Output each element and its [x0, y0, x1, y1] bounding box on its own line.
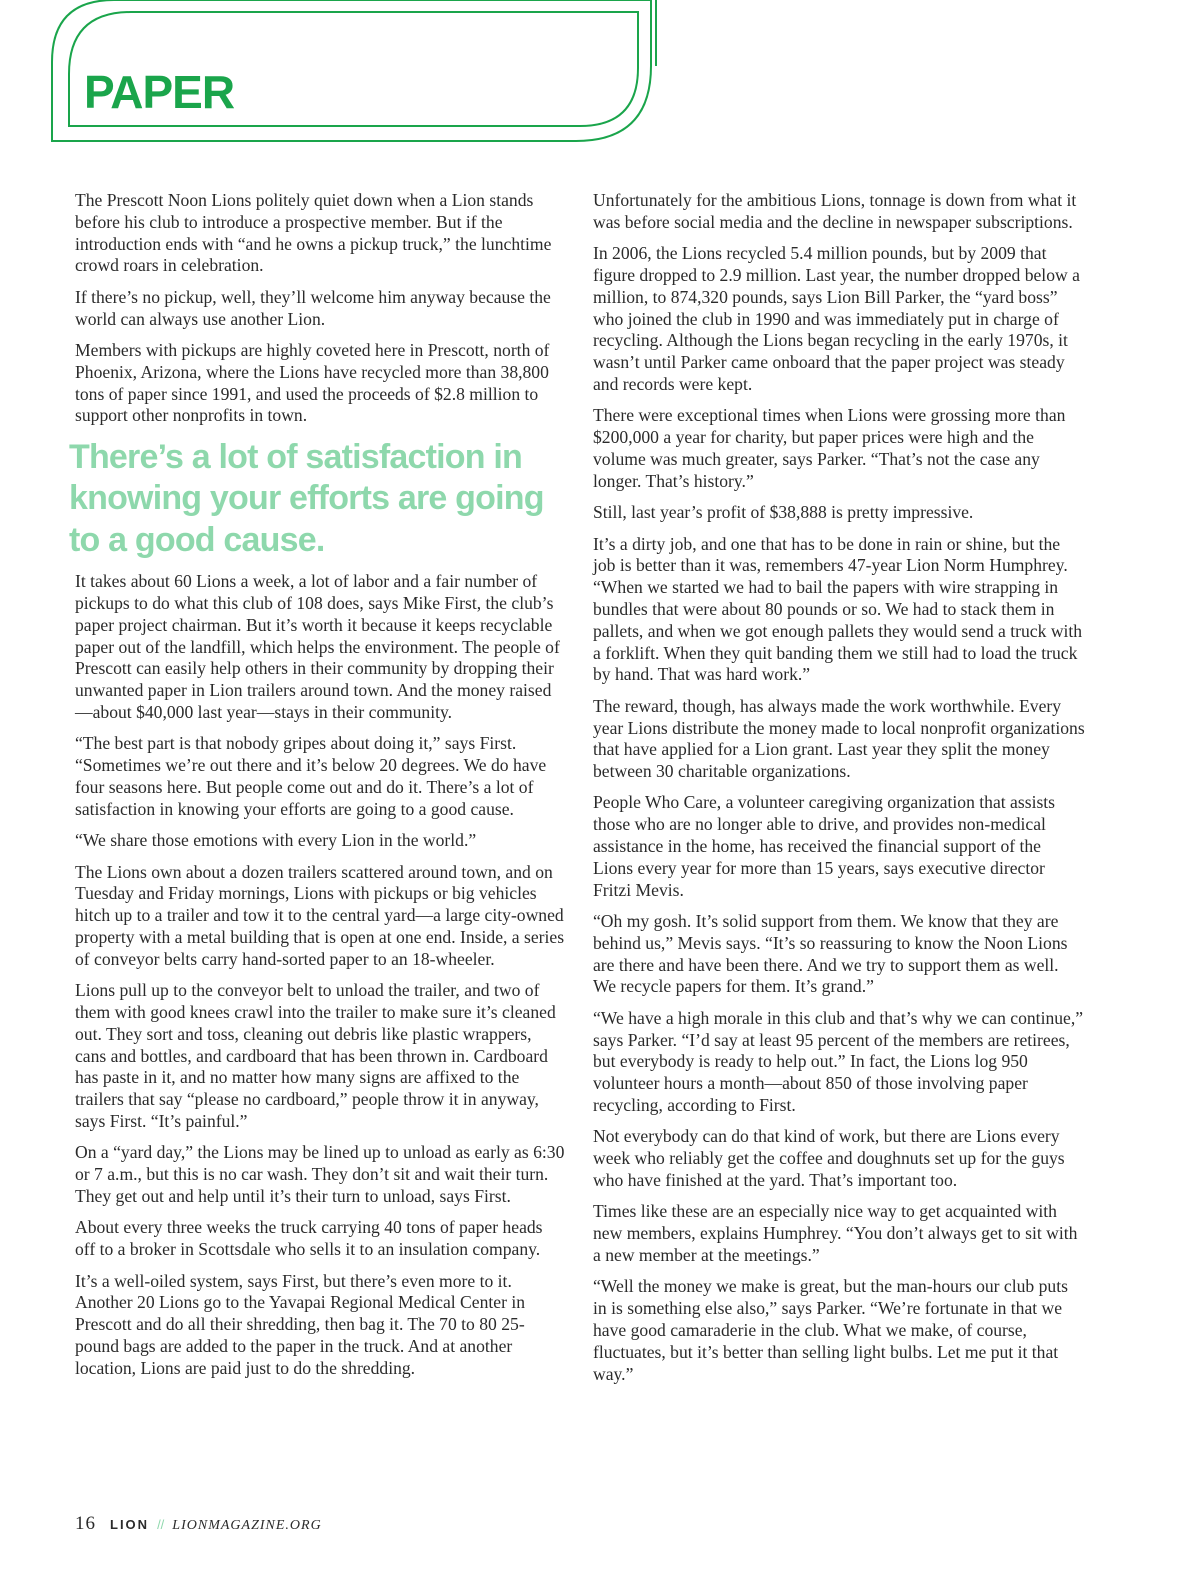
paragraph: Lions pull up to the conveyor belt to unload the trailer, and two of them with good knees crawl into the trailer to make sure it’s cleaned out. They sort and toss, cleaning out debris like plastic wrappers, cans and bottles, and cardboard that has been thrown in. Cardboard has paste in it, and no matter how many signs are affixed to the trailers that say “please no cardboard,” people throw it in anyway, says First. “It’s painful.”: [75, 980, 556, 1131]
footer-separator: //: [157, 1517, 165, 1532]
paragraph: There were exceptional times when Lions were grossing more than $200,000 a year for charity, but paper prices were high and the volume was much greater, says Parker. “That’s not the case any longer. That’s history.”: [593, 405, 1066, 491]
paragraph: Unfortunately for the ambitious Lions, tonnage is down from what it was before social media and the decline in newspaper subscriptions.: [593, 190, 1077, 232]
right-column: [593, 190, 1085, 1395]
paragraph: “Well the money we make is great, but the man-hours our club puts in is something else also,” says Parker. “We’re fortunate in that we have good camaraderie in the club. What we make, of course, fluctuates, but it’s better than selling light bulbs. Let me put it that way.”: [593, 1276, 1068, 1384]
publication-name: LION: [110, 1517, 150, 1532]
paragraph: If there’s no pickup, well, they’ll welcome him anyway because the world can always use another Lion.: [75, 286, 551, 329]
page-footer: [75, 1513, 322, 1537]
section-title: PAPER: [84, 66, 235, 118]
paragraph: Times like these are an especially nice way to get acquainted with new members, explains Humphrey. “You don’t always get to sit with a new member at the meetings.”: [593, 1201, 1078, 1265]
paragraph: It’s a well-oiled system, says First, but there’s even more to it. Another 20 Lions go to the Yavapai Regional Medical Center in Prescott and do all their shredding, then bag it. The 70 to 80 25-pound bags are added to the paper in the truck. And at another location, Lions are paid just to do the shredding.: [75, 1270, 526, 1378]
paragraph: Not everybody can do that kind of work, but there are Lions every week who reliably get the coffee and doughnuts set up for the guys who have finished at the yard. That’s important too.: [593, 1126, 1065, 1191]
paragraph: Members with pickups are highly coveted here in Prescott, north of Phoenix, Arizona, where the Lions have recycled more than 38,800 tons of paper since 1991, and used the proceeds of $2.8 million to support other nonprofits in town.: [75, 339, 550, 426]
paragraph: It takes about 60 Lions a week, a lot of labor and a fair number of pickups to do what this club of 108 does, says Mike First, the club’s paper project chairman. But it’s worth it because it keeps recyclable paper out of the landfill, which helps the environment. The people of Prescott can easily help others in their community by dropping their unwanted paper in Lion trailers around town. And the money raised—about $40,000 last year—stays in their community.: [75, 571, 560, 723]
paragraph: About every three weeks the truck carrying 40 tons of paper heads off to a broker in Scottsdale who sells it to an insulation company.: [75, 1217, 543, 1260]
paragraph: On a “yard day,” the Lions may be lined up to unload as early as 6:30 or 7 a.m., but this is no car wash. They don’t sit and wait their turn. They get out and help until it’s their turn to unload, says First.: [75, 1142, 565, 1206]
paragraph: Still, last year’s profit of $38,888 is pretty impressive.: [593, 502, 974, 523]
page-number: 16: [75, 1513, 96, 1534]
paragraph: The reward, though, has always made the work worthwhile. Every year Lions distribute the money made to local nonprofit organizations that have applied for a Lion grant. Last year they split the money between 30 charitable organizations.: [593, 695, 1085, 782]
paragraph: “We share those emotions with every Lion in the world.”: [75, 830, 477, 851]
website-link[interactable]: LIONMAGAZINE.ORG: [172, 1518, 322, 1533]
left-column: [69, 190, 567, 1389]
paragraph: In 2006, the Lions recycled 5.4 million pounds, but by 2009 that figure dropped to 2.9 million. Last year, the number dropped below a million, to 874,320 pounds, says Lion Bill Parker, the “yard boss” who joined the club in 1990 and was immediately put in charge of recycling. Although the Lions began recycling in the early 1970s, it wasn’t until Parker came onboard that the paper project was steady and records were kept.: [593, 243, 1080, 394]
paragraph: It’s a dirty job, and one that has to be done in rain or shine, but the job is better than it was, remembers 47-year Lion Norm Humphrey. “When we started we had to bail the papers with wire strapping in bundles that were about 80 pounds or so. We had to stack them in pallets, and when we got enough pallets they would send a truck with a forklift. When they quit banding them we still had to load the truck by hand. That was hard work.”: [593, 533, 1083, 685]
paragraph: The Prescott Noon Lions politely quiet down when a Lion stands before his club to introduce a prospective member. But if the introduction ends with “and he owns a pickup truck,” the lunchtime crowd roars in celebration.: [75, 190, 552, 276]
pull-quote: There’s a lot of satisfaction in knowing your efforts are going to a good cause.: [69, 437, 544, 559]
paragraph: The Lions own about a dozen trailers scattered around town, and on Tuesday and Friday mornings, Lions with pickups or big vehicles hitch up to a trailer and tow it to the central yard—a large city-owned property with a metal building that is open at one end. Inside, a series of conveyor belts carry hand-sorted paper to an 18-wheeler.: [75, 861, 565, 969]
paragraph: “The best part is that nobody gripes about doing it,” says First. “Sometimes we’re out there and it’s below 20 degrees. We do have four seasons here. But people come out and do it. There’s a lot of satisfaction in knowing your efforts are going to a good cause.: [75, 733, 547, 819]
paragraph: People Who Care, a volunteer caregiving organization that assists those who are no longer able to drive, and provides non-medical assistance in the home, has received the financial support of the Lions every year for more than 15 years, says executive director Fritzi Mevis.: [593, 792, 1056, 900]
paragraph: “Oh my gosh. It’s solid support from them. We know that they are behind us,” Mevis says. “It’s so reassuring to know the Noon Lions are there and have been there. And we try to support them as well. We recycle papers for them. It’s grand.”: [593, 911, 1068, 997]
paragraph: “We have a high morale in this club and that’s why we can continue,” says Parker. “I’d say at least 95 percent of the members are retirees, but everybody is ready to help out.” In fact, the Lions log 950 volunteer hours a month—about 850 of those involving paper recycling, according to First.: [593, 1007, 1084, 1116]
